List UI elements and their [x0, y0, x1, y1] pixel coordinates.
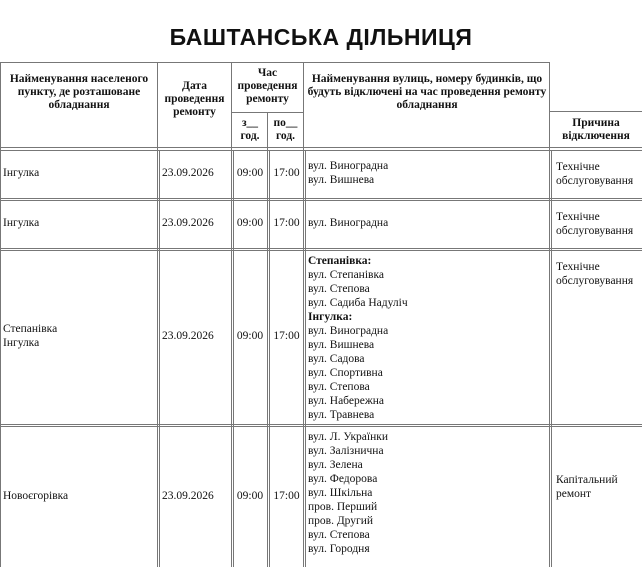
street-name: вул. Степова — [308, 529, 370, 541]
street-name: вул. Степова — [308, 283, 370, 295]
reason-text: Технічне — [556, 161, 600, 173]
street-name: вул. Степанівка — [308, 269, 384, 281]
street-name: вул. Вишнева — [308, 339, 375, 351]
grid-line — [549, 62, 550, 567]
settlement-name: Степанівка — [3, 323, 58, 335]
grid-line — [159, 150, 160, 567]
street-name: вул. Садиба Надуліч — [308, 297, 408, 309]
row-settlement — [3, 166, 155, 180]
header-reason: Причина відключення — [562, 117, 630, 142]
header-date: Дата проведення ремонту — [164, 80, 225, 118]
row-time-from: 09:00 — [236, 167, 264, 179]
grid-line — [305, 150, 306, 567]
grid-line — [0, 62, 1, 567]
street-group-label: Степанівка: — [308, 255, 372, 267]
reason-text: Технічне — [556, 261, 600, 273]
row-time-to: 17:00 — [273, 330, 300, 342]
row-streets — [308, 216, 548, 230]
street-name: вул. Набережна — [308, 395, 385, 407]
grid-line — [0, 147, 642, 148]
grid-line — [0, 150, 642, 151]
street-name: вул. Л. Українки — [308, 431, 388, 443]
street-name: пров. Перший — [308, 501, 378, 513]
street-name: вул. Степова — [308, 381, 370, 393]
street-name: вул. Зелена — [308, 459, 363, 471]
grid-line — [549, 111, 642, 112]
row-time-to: 17:00 — [273, 167, 300, 179]
reason-text: обслуговування — [556, 225, 634, 237]
settlement-name: Інгулка — [3, 217, 40, 229]
grid-line — [0, 248, 642, 249]
grid-line — [267, 112, 268, 567]
header-to: по__ год. — [273, 117, 298, 142]
grid-line — [0, 198, 642, 199]
grid-line — [0, 426, 642, 427]
grid-line — [233, 150, 234, 567]
row-time-from: 09:00 — [236, 330, 264, 342]
row-reason — [556, 473, 642, 501]
header-streets: Найменування вулиць, номеру будинків, що будуть відключені на час проведення ремонту обладнання — [307, 73, 547, 111]
reason-text: обслуговування — [556, 275, 634, 287]
header-time: Час проведення ремонту — [237, 67, 298, 105]
row-date: 23.09.2026 — [162, 217, 214, 229]
settlement-name: Інгулка — [3, 337, 40, 349]
grid-line — [231, 62, 232, 567]
header-settlement: Найменування населеного пункту, де розташоване обладнання — [9, 73, 149, 111]
settlement-name: Інгулка — [3, 167, 40, 179]
street-name: вул. Травнева — [308, 409, 375, 421]
grid-line — [157, 62, 158, 567]
grid-line — [0, 62, 549, 63]
reason-text: Капітальний — [556, 473, 618, 486]
row-settlement — [3, 489, 155, 503]
grid-line — [0, 424, 642, 425]
grid-line — [0, 200, 642, 201]
street-name: вул. Залізнична — [308, 445, 384, 457]
row-time-to: 17:00 — [273, 217, 300, 229]
street-group-label: Інгулка: — [308, 311, 353, 323]
row-streets — [308, 430, 548, 556]
street-name: вул. Виноградна — [308, 160, 389, 172]
reason-text: Технічне — [556, 211, 600, 223]
street-name: вул. Виноградна — [308, 325, 389, 337]
row-date: 23.09.2026 — [162, 489, 214, 502]
row-time-from: 09:00 — [236, 489, 264, 502]
row-streets — [308, 254, 548, 422]
header-from: з__ год. — [240, 117, 260, 142]
grid-line — [269, 150, 270, 567]
page-title: БАШТАНСЬКА ДІЛЬНИЦЯ — [169, 24, 473, 50]
settlement-name: Новоєгорівка — [3, 489, 69, 502]
grid-line — [303, 62, 304, 567]
row-reason — [556, 210, 642, 238]
grid-line — [551, 150, 552, 567]
grid-line — [0, 250, 642, 251]
reason-text: обслуговування — [556, 175, 634, 187]
street-name: пров. Другий — [308, 515, 374, 527]
street-name: вул. Федорова — [308, 473, 378, 485]
street-name: вул. Садова — [308, 353, 365, 365]
reason-text: ремонт — [556, 487, 592, 500]
row-time-to: 17:00 — [273, 489, 300, 502]
street-name: вул. Виноградна — [308, 217, 389, 229]
row-time-from: 09:00 — [236, 217, 264, 229]
row-settlement — [3, 322, 155, 350]
row-reason — [556, 260, 642, 288]
row-settlement — [3, 216, 155, 230]
street-name: вул. Шкільна — [308, 487, 373, 499]
row-date: 23.09.2026 — [162, 167, 214, 179]
street-name: вул. Спортивна — [308, 367, 383, 379]
outage-table — [0, 62, 642, 567]
row-date: 23.09.2026 — [162, 330, 214, 342]
street-name: вул. Городня — [308, 543, 370, 555]
row-streets — [308, 159, 548, 187]
street-name: вул. Вишнева — [308, 174, 375, 186]
row-reason — [556, 160, 642, 188]
